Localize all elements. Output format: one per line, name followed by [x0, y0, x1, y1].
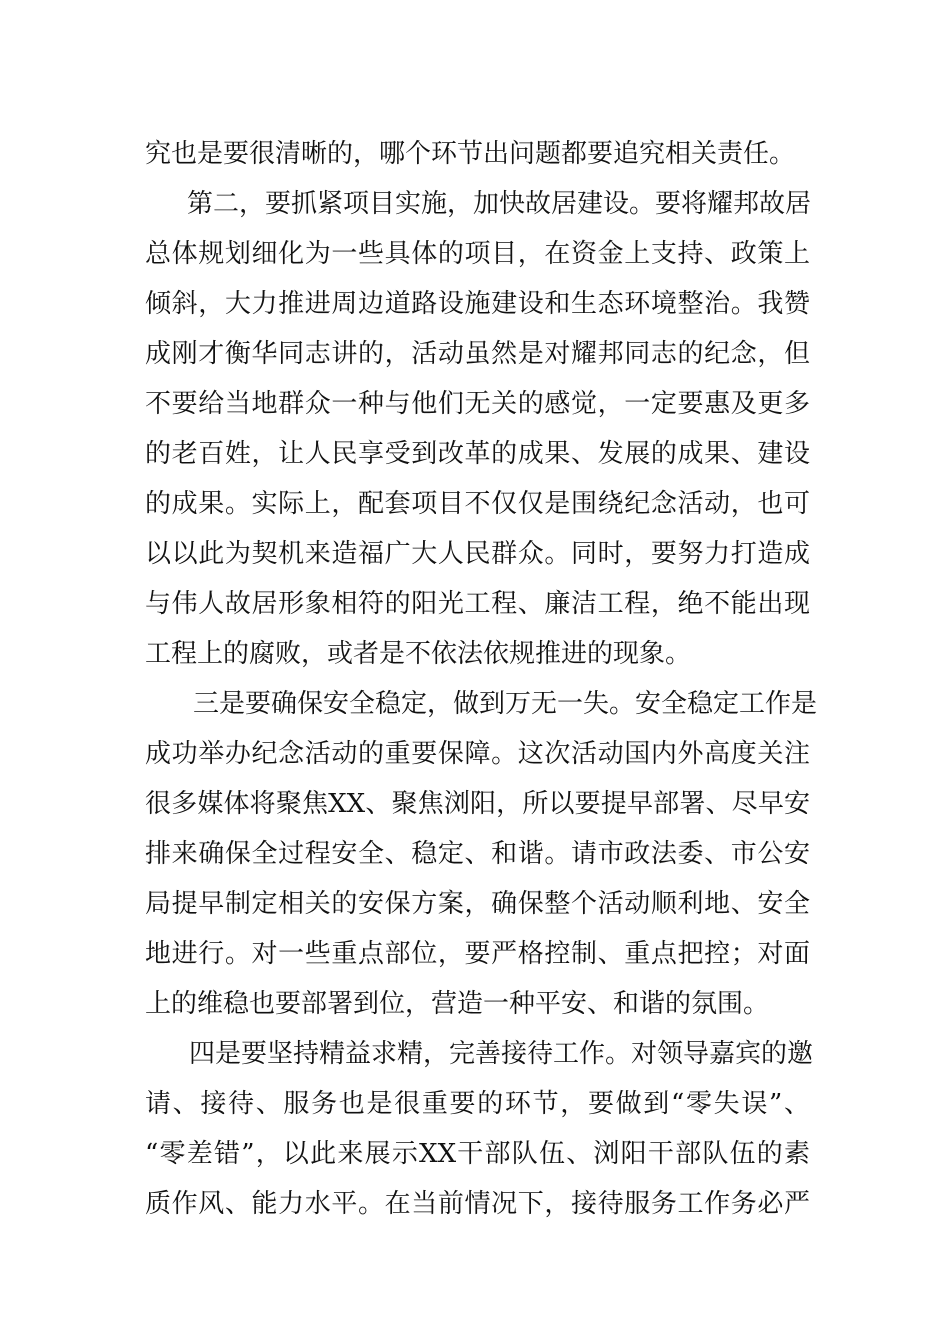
text-line: 成功举办纪念活动的重要保障。这次活动国内外高度关注: [145, 739, 810, 769]
text-line: 的老百姓，让人民享受到改革的成果、发展的成果、建设: [145, 439, 810, 469]
paragraph-first-line: 第二，要抓紧项目实施，加快故居建设。要将耀邦故居: [187, 189, 812, 219]
text-line: 工程上的腐败，或者是不依法依规推进的现象。: [145, 639, 692, 669]
text-line: “零差错”，以此来展示XX干部队伍、浏阳干部队伍的素: [145, 1139, 810, 1169]
text-line: 倾斜，大力推进周边道路设施建设和生态环境整治。我赞: [145, 289, 810, 319]
text-line: 很多媒体将聚焦XX、聚焦浏阳，所以要提早部署、尽早安: [145, 789, 810, 819]
text-line: 成刚才衡华同志讲的，活动虽然是对耀邦同志的纪念，但: [145, 339, 810, 369]
text-line: 质作风、能力水平。在当前情况下，接待服务工作务必严: [145, 1189, 810, 1219]
paragraph-first-line: 三是要确保安全稳定，做到万无一失。安全稳定工作是: [193, 689, 818, 719]
text-line: 总体规划细化为一些具体的项目，在资金上支持、政策上: [145, 239, 810, 269]
text-line: 上的维稳也要部署到位，营造一种平安、和谐的氛围。: [145, 989, 770, 1019]
body-text: [145, 129, 818, 1229]
text-line: 究也是要很清晰的，哪个环节出问题都要追究相关责任。: [145, 139, 796, 169]
text-line: 以以此为契机来造福广大人民群众。同时，要努力打造成: [145, 539, 810, 569]
text-line: 的成果。实际上，配套项目不仅仅是围绕纪念活动，也可: [145, 489, 810, 519]
text-line: 局提早制定相关的安保方案，确保整个活动顺利地、安全: [145, 889, 810, 919]
text-line: 不要给当地群众一种与他们无关的感觉，一定要惠及更多: [145, 389, 810, 419]
paragraph-first-line: 四是要坚持精益求精，完善接待工作。对领导嘉宾的邀: [189, 1039, 814, 1069]
text-line: 请、接待、服务也是很重要的环节，要做到“零失误”、: [145, 1089, 810, 1119]
text-line: 排来确保全过程安全、稳定、和谐。请市政法委、市公安: [145, 839, 810, 869]
text-line: 与伟人故居形象相符的阳光工程、廉洁工程，绝不能出现: [145, 589, 810, 619]
text-line: 地进行。对一些重点部位，要严格控制、重点把控；对面: [145, 939, 810, 969]
